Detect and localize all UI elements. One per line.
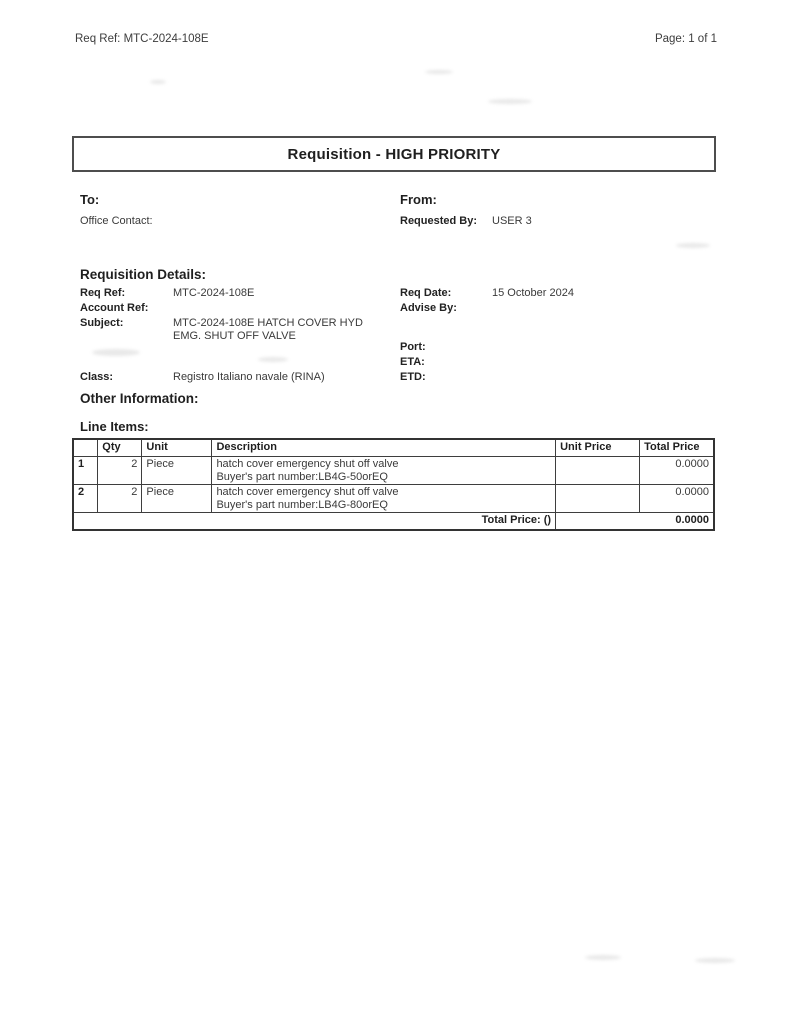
field-advise-by [400,302,492,314]
field-account-ref [80,302,173,314]
row-2-description-line-1: hatch cover emergency shut off valve [216,486,399,498]
advise-by-label: Advise By: [400,302,457,314]
req-ref-value: MTC-2024-108E [173,287,255,299]
subject-value [173,317,383,343]
table-row [73,485,714,513]
requested-by-label: Requested By: [400,215,478,227]
field-class [80,371,325,383]
field-req-date [400,287,574,299]
etd-label: ETD: [400,371,426,383]
scan-artifact [425,70,453,74]
field-subject [80,317,383,343]
row-1-number: 1 [73,457,98,485]
line-items-table [72,438,715,531]
row-1-qty: 2 [98,457,142,485]
field-etd [400,371,492,383]
header-page-number: Page: 1 of 1 [654,33,717,45]
to-from-section [80,192,716,227]
row-2-number: 2 [73,485,98,513]
row-2-description-line-2: Buyer's part number:LB4G-80orEQ [216,498,388,511]
class-value: Registro Italiano navale (RINA) [173,371,325,383]
row-1-unit-price [556,457,640,485]
col-header-total-price: Total Price [640,439,714,457]
scan-artifact [695,958,735,963]
to-column [80,192,400,227]
subject-label: Subject: [80,317,124,329]
row-2-qty: 2 [98,485,142,513]
req-date-value: 15 October 2024 [492,287,574,299]
scan-artifact [92,349,140,356]
req-date-label: Req Date: [400,287,452,299]
from-column [400,192,716,227]
scan-artifact [585,955,621,960]
class-label: Class: [80,371,114,383]
scan-artifact [258,357,288,362]
scan-artifact [676,243,710,248]
row-1-total-price: 0.0000 [640,457,714,485]
eta-label: ETA: [400,356,425,368]
total-price-label: Total Price: () [73,513,556,531]
requisition-details-section [80,267,716,407]
col-header-description: Description [212,439,556,457]
document-title-banner [72,136,716,172]
subject-line-2: EMG. SHUT OFF VALVE [173,330,296,342]
table-row [73,457,714,485]
requisition-details-heading: Requisition Details: [80,267,207,282]
subject-line-1: MTC-2024-108E HATCH COVER HYD [173,317,363,329]
table-header-row [73,439,714,457]
row-2-unit: Piece [142,485,212,513]
scan-artifact [488,99,532,104]
total-price-value: 0.0000 [556,513,714,531]
document-title: Requisition - HIGH PRIORITY [287,145,501,163]
col-header-qty: Qty [98,439,142,457]
header-req-ref: Req Ref: MTC-2024-108E [75,33,209,45]
row-1-description [212,457,556,485]
row-2-unit-price [556,485,640,513]
account-ref-label: Account Ref: [80,302,149,314]
col-header-unit-price: Unit Price [556,439,640,457]
req-ref-label: Req Ref: [80,287,126,299]
from-heading: From: [400,192,437,207]
row-1-description-line-2: Buyer's part number:LB4G-50orEQ [216,470,388,483]
line-items-heading: Line Items: [80,419,149,434]
row-2-description [212,485,556,513]
other-information-heading: Other Information: [80,391,199,406]
col-header-unit: Unit [142,439,212,457]
field-req-ref [80,287,254,299]
col-header-number [73,439,98,457]
document-header [75,33,717,45]
requested-by-row [400,215,716,227]
to-heading: To: [80,192,100,207]
row-1-description-line-1: hatch cover emergency shut off valve [216,458,399,470]
field-eta [400,356,492,368]
port-label: Port: [400,341,426,353]
scan-artifact [150,80,166,84]
row-2-total-price: 0.0000 [640,485,714,513]
requested-by-value: USER 3 [492,215,532,227]
field-port [400,341,492,353]
row-1-unit: Piece [142,457,212,485]
table-total-row [73,513,714,531]
office-contact-label: Office Contact: [80,215,153,227]
